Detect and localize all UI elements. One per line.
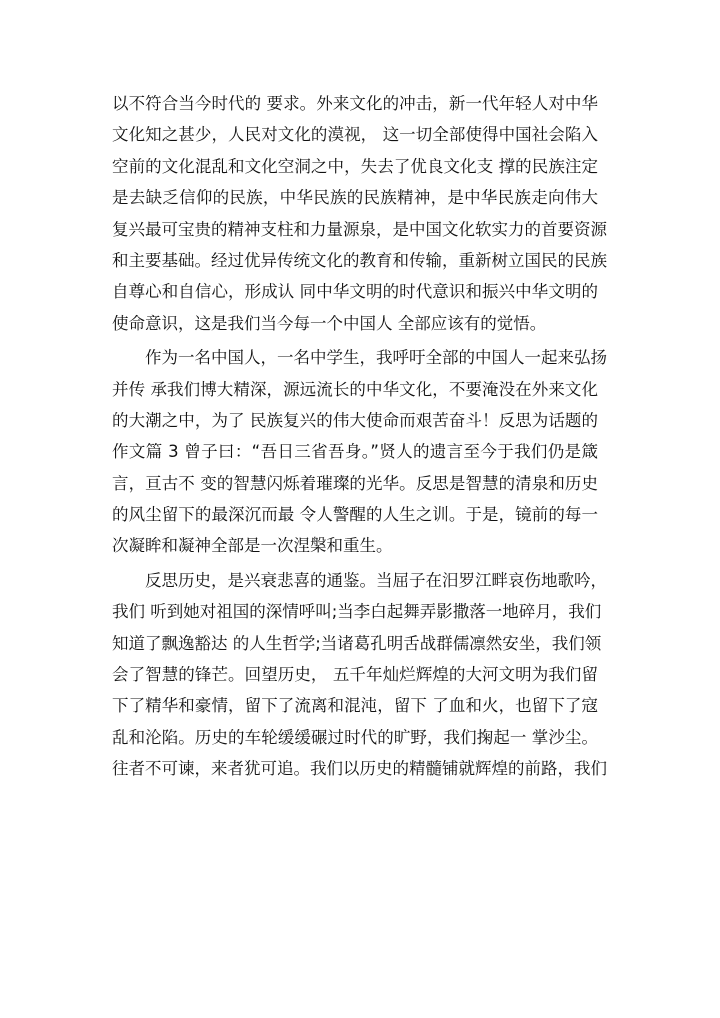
text-line: 知道了飘逸豁达 的人生哲学;当诸葛孔明舌战群儒凛然安坐，我们领 bbox=[112, 633, 602, 653]
text-line: 以不符合当今时代的 要求。外来文化的冲击，新一代年轻人对中华 bbox=[112, 94, 598, 113]
paragraph bbox=[112, 565, 607, 785]
text-line: 会了智慧的锋芒。回望历史， 五千年灿烂辉煌的大河文明为我们留 bbox=[112, 665, 598, 685]
text-line: 和主要基础。经过优异传统文化的教育和传输，重新树立国民的民族 bbox=[112, 250, 607, 270]
text-line: 下了精华和豪情，留下了流离和混沌，留下 了血和火，也留下了寇 bbox=[112, 696, 598, 716]
document-page bbox=[112, 88, 607, 785]
text-line: 我们 听到她对祖国的深情呼叫;当李白起舞弄影撒落一地碎月，我们 bbox=[112, 602, 602, 622]
text-line: 使命意识，这是我们当今每一个中国人 全部应该有的觉悟。 bbox=[112, 313, 547, 333]
text-line: 作为一名中国人，一名中学生，我呼吁全部的中国人一起来弘扬 bbox=[145, 348, 607, 368]
text-line: 反思历史，是兴衰悲喜的通鉴。当屈子在汨罗江畔哀伤地歌吟， bbox=[145, 570, 607, 590]
text-line: 的大潮之中，为了 民族复兴的伟大使命而艰苦奋斗！反思为话题的 bbox=[112, 410, 598, 430]
text-line: 的风尘留下的最深沉而最 令人警醒的人生之训。于是，镜前的每一 bbox=[112, 505, 598, 525]
paragraph bbox=[112, 342, 607, 562]
text-line: 作文篇 3 曾子曰：“吾日三省吾身。”贤人的遗言至今于我们仍是箴 bbox=[112, 442, 598, 462]
paragraph bbox=[112, 88, 607, 339]
text-line: 往者不可谏，来者犹可追。我们以历史的精髓铺就辉煌的前路，我们 bbox=[112, 759, 607, 779]
text-line: 是去缺乏信仰的民族，中华民族的民族精神，是中华民族走向伟大 bbox=[112, 188, 598, 208]
text-line: 言，亘古不 变的智慧闪烁着璀璨的光华。反思是智慧的清泉和历史 bbox=[112, 473, 598, 493]
text-line: 并传 承我们博大精深，源远流长的中华文化，不要淹没在外来文化 bbox=[112, 379, 598, 399]
text-line: 复兴最可宝贵的精神支柱和力量源泉，是中国文化软实力的首要资源 bbox=[112, 219, 607, 239]
text-line: 自尊心和自信心，形成认 同中华文明的时代意识和振兴中华文明的 bbox=[112, 282, 598, 302]
text-line: 文化知之甚少，人民对文化的漠视， 这一切全部使得中国社会陷入 bbox=[112, 125, 598, 145]
text-line: 空前的文化混乱和文化空洞之中，失去了优良文化支 撑的民族注定 bbox=[112, 156, 598, 176]
text-line: 次凝眸和凝神全部是一次涅槃和重生。 bbox=[112, 536, 393, 556]
text-line: 乱和沦陷。历史的车轮缓缓碾过时代的旷野，我们掬起一 掌沙尘。 bbox=[112, 727, 598, 747]
